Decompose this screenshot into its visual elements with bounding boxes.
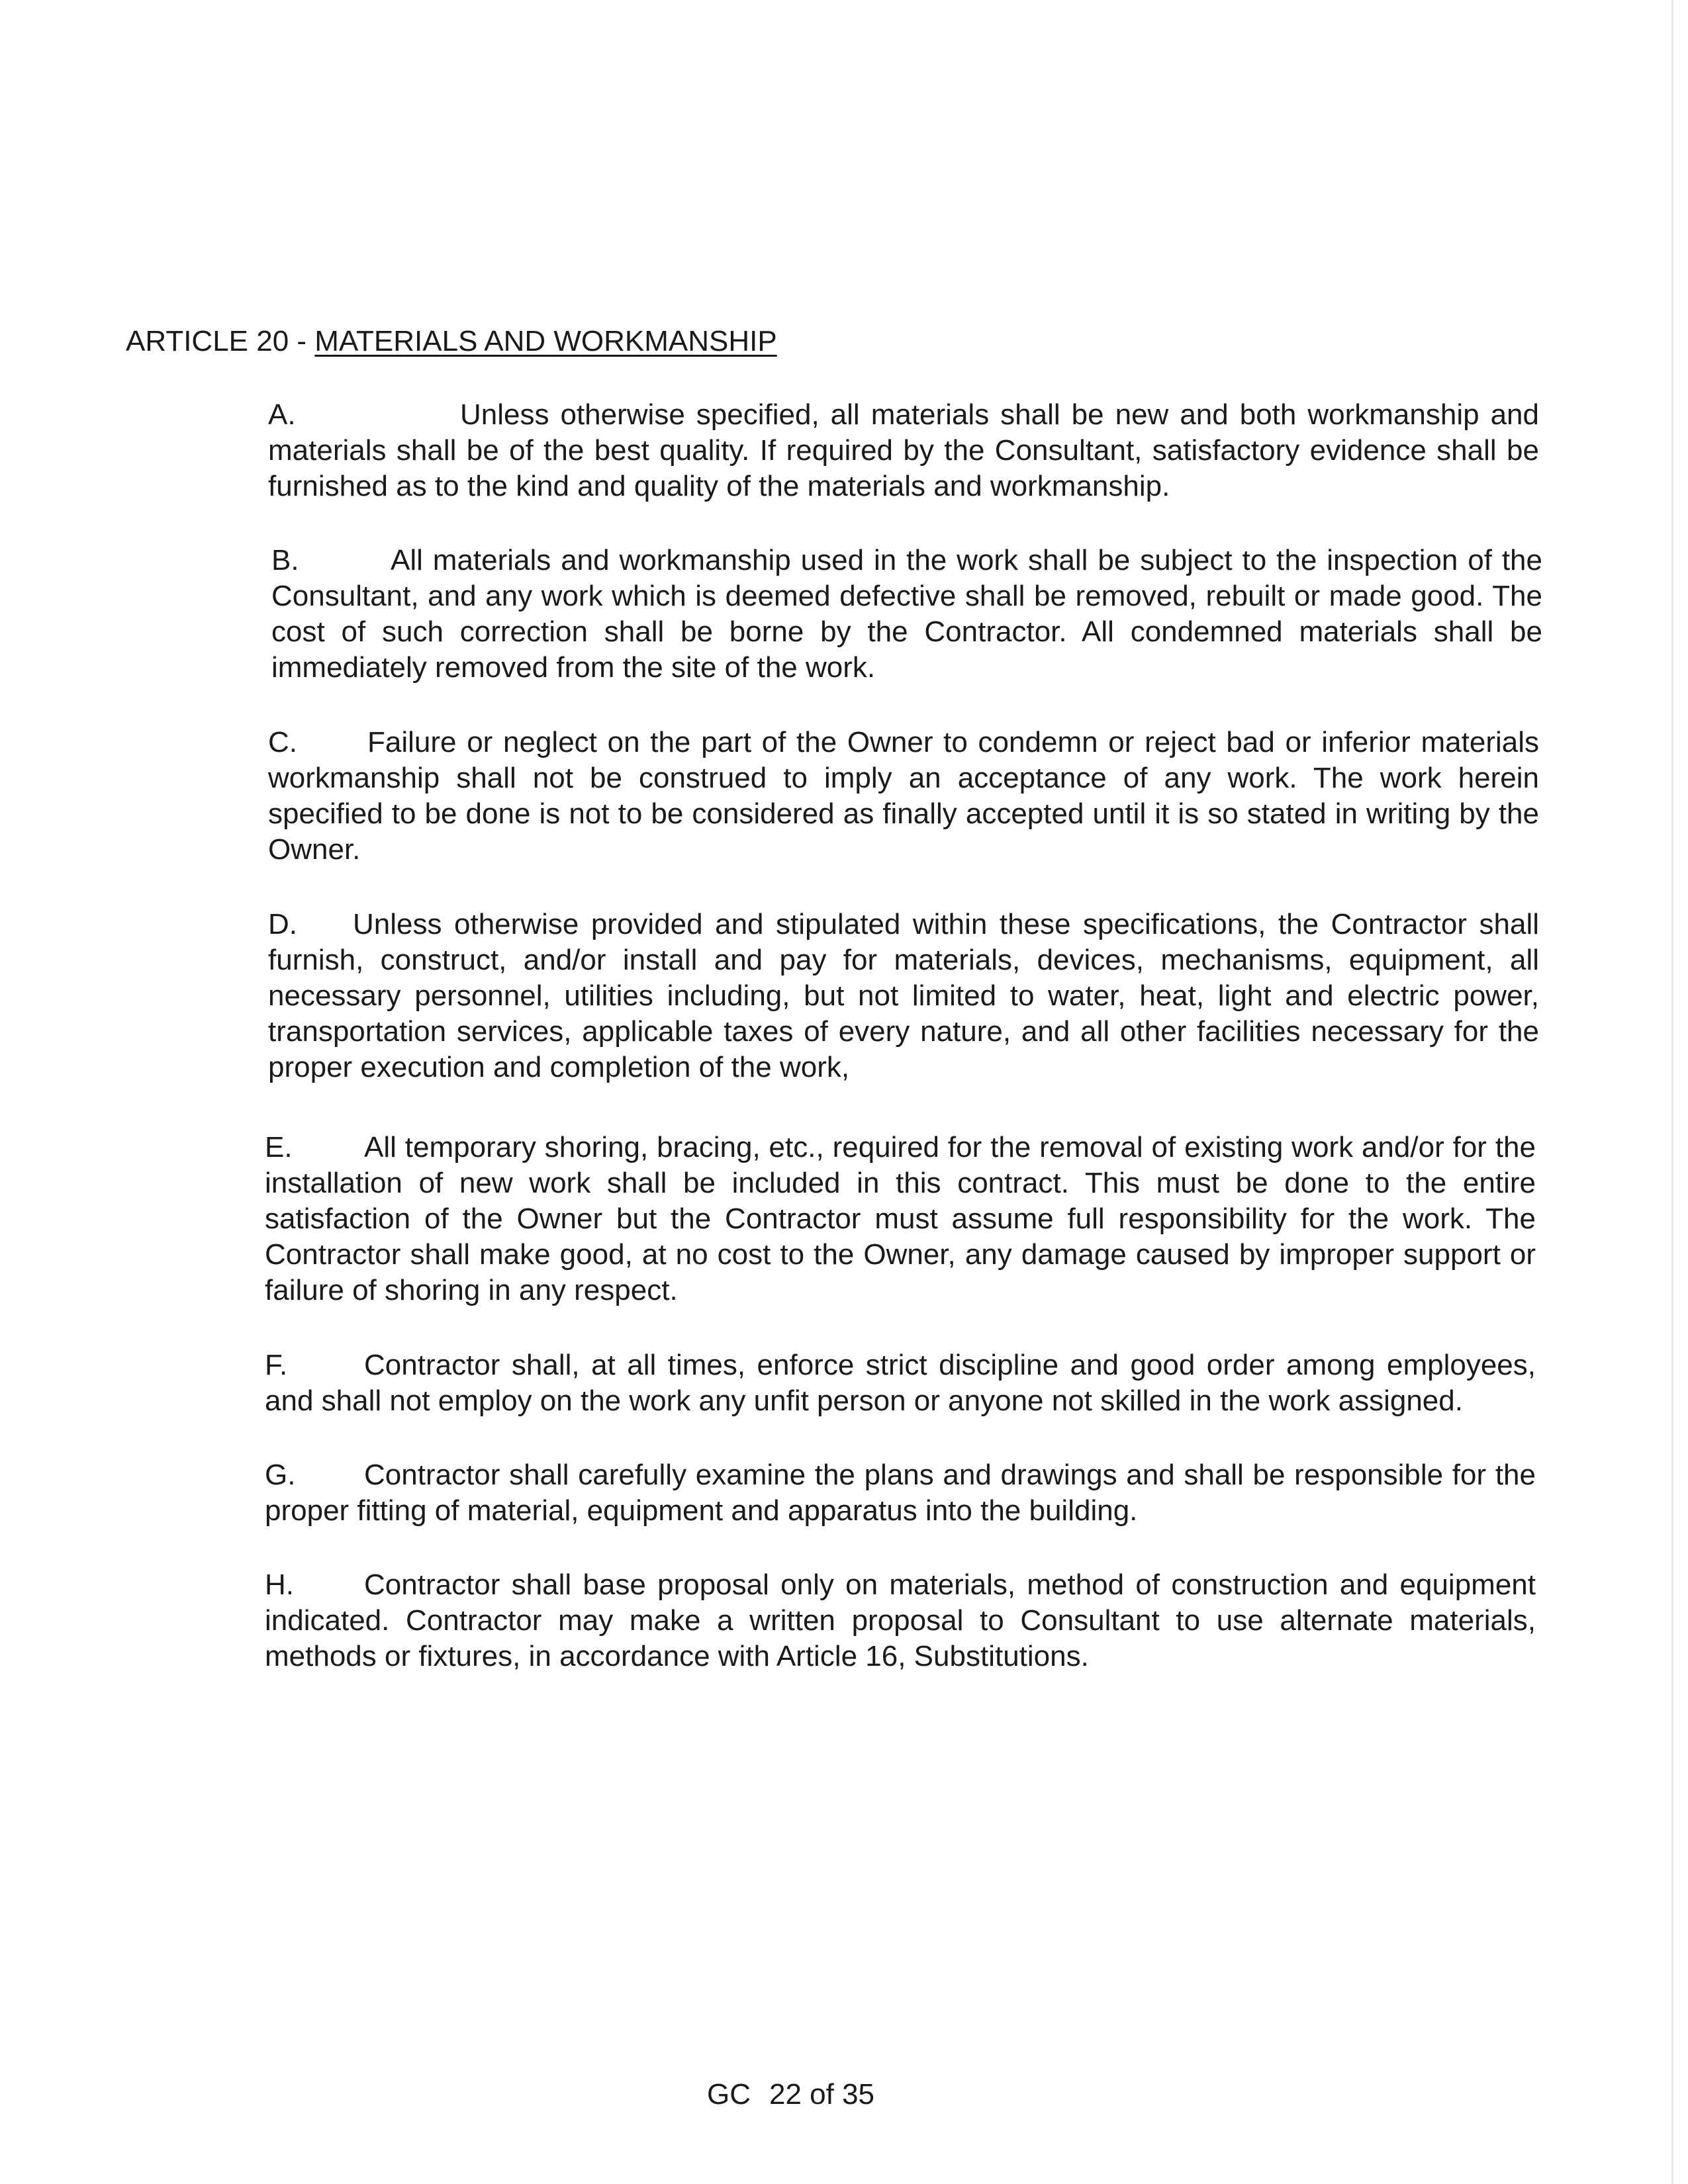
footer-page-number: 22 of 35 bbox=[769, 2078, 875, 2111]
article-title: MATERIALS AND WORKMANSHIP bbox=[314, 325, 777, 357]
paragraph-b bbox=[271, 543, 1542, 686]
paragraph-text: Unless otherwise provided and stipulated within these specifications, the Contractor shall furnish, construct, and/or install and pay for materials, devices, mechanisms, equipment, all necessary personnel, utilities including, but not limited to water, heat, light and electric power, transportation services, applicable taxes of every nature, and all other facilities necessary for the proper execution and completion of the work, bbox=[268, 908, 1539, 1083]
paragraph-text: Contractor shall, at all times, enforce strict discipline and good order among employees, and shall not employ on the work any unfit person or anyone not skilled in the work assigned. bbox=[265, 1349, 1536, 1417]
paragraph-h bbox=[265, 1567, 1536, 1674]
paragraph-text: Failure or neglect on the part of the Owner to condemn or reject bad or inferior materials workmanship shall not be construed to imply an acceptance of any work. The work herein specified to be done is not to be considered as finally accepted until it is so stated in writing by the Owner. bbox=[268, 726, 1539, 866]
paragraph-d bbox=[268, 907, 1539, 1085]
paragraph-text: Unless otherwise specified, all materials shall be new and both workmanship and materials shall be of the best quality. If required by the Consultant, satisfactory evidence shall be furnished as to the kind and quality of the materials and workmanship. bbox=[268, 398, 1539, 502]
paragraph-letter: F. bbox=[265, 1349, 288, 1381]
paragraph-a bbox=[268, 397, 1539, 504]
paragraph-letter: D. bbox=[268, 908, 297, 940]
paragraph-text: Contractor shall base proposal only on materials, method of construction and equipment indicated. Contractor may make a written proposal to Consultant to use alternate materials, methods or fixtures, in accordance with Article 16, Substitutions. bbox=[265, 1569, 1536, 1672]
paragraph-text: All temporary shoring, bracing, etc., required for the removal of existing work and/or for the installation of new work shall be included in this contract. This must be done to the entire satisfaction of the Owner but the Contractor must assume full responsibility for the work. The Contractor shall make good, at no cost to the Owner, any damage caused by improper support or failure of shoring in any respect. bbox=[265, 1131, 1536, 1306]
paragraph-e bbox=[265, 1130, 1536, 1308]
page-footer bbox=[707, 2077, 874, 2113]
paragraph-text: All materials and workmanship used in the work shall be subject to the inspection of the Consultant, and any work which is deemed defective shall be removed, rebuilt or made good. The cost of such correction shall be borne by the Contractor. All condemned materials shall be immediately removed from the site of the work. bbox=[271, 544, 1542, 684]
paragraph-letter: A. bbox=[268, 398, 296, 431]
paragraph-text: Contractor shall carefully examine the plans and drawings and shall be responsible for the proper fitting of material, equipment and apparatus into the building. bbox=[265, 1459, 1536, 1527]
article-heading bbox=[126, 323, 777, 360]
footer-section: GC bbox=[707, 2078, 751, 2111]
paragraph-c bbox=[268, 725, 1539, 868]
page-edge-line bbox=[1671, 0, 1673, 2184]
paragraph-letter: G. bbox=[265, 1459, 296, 1491]
paragraph-letter: B. bbox=[271, 544, 299, 576]
paragraph-letter: C. bbox=[268, 726, 297, 758]
paragraph-letter: E. bbox=[265, 1131, 293, 1163]
paragraph-letter: H. bbox=[265, 1569, 294, 1601]
article-number: ARTICLE 20 - bbox=[126, 325, 315, 357]
paragraph-f bbox=[265, 1347, 1536, 1419]
paragraph-g bbox=[265, 1457, 1536, 1529]
